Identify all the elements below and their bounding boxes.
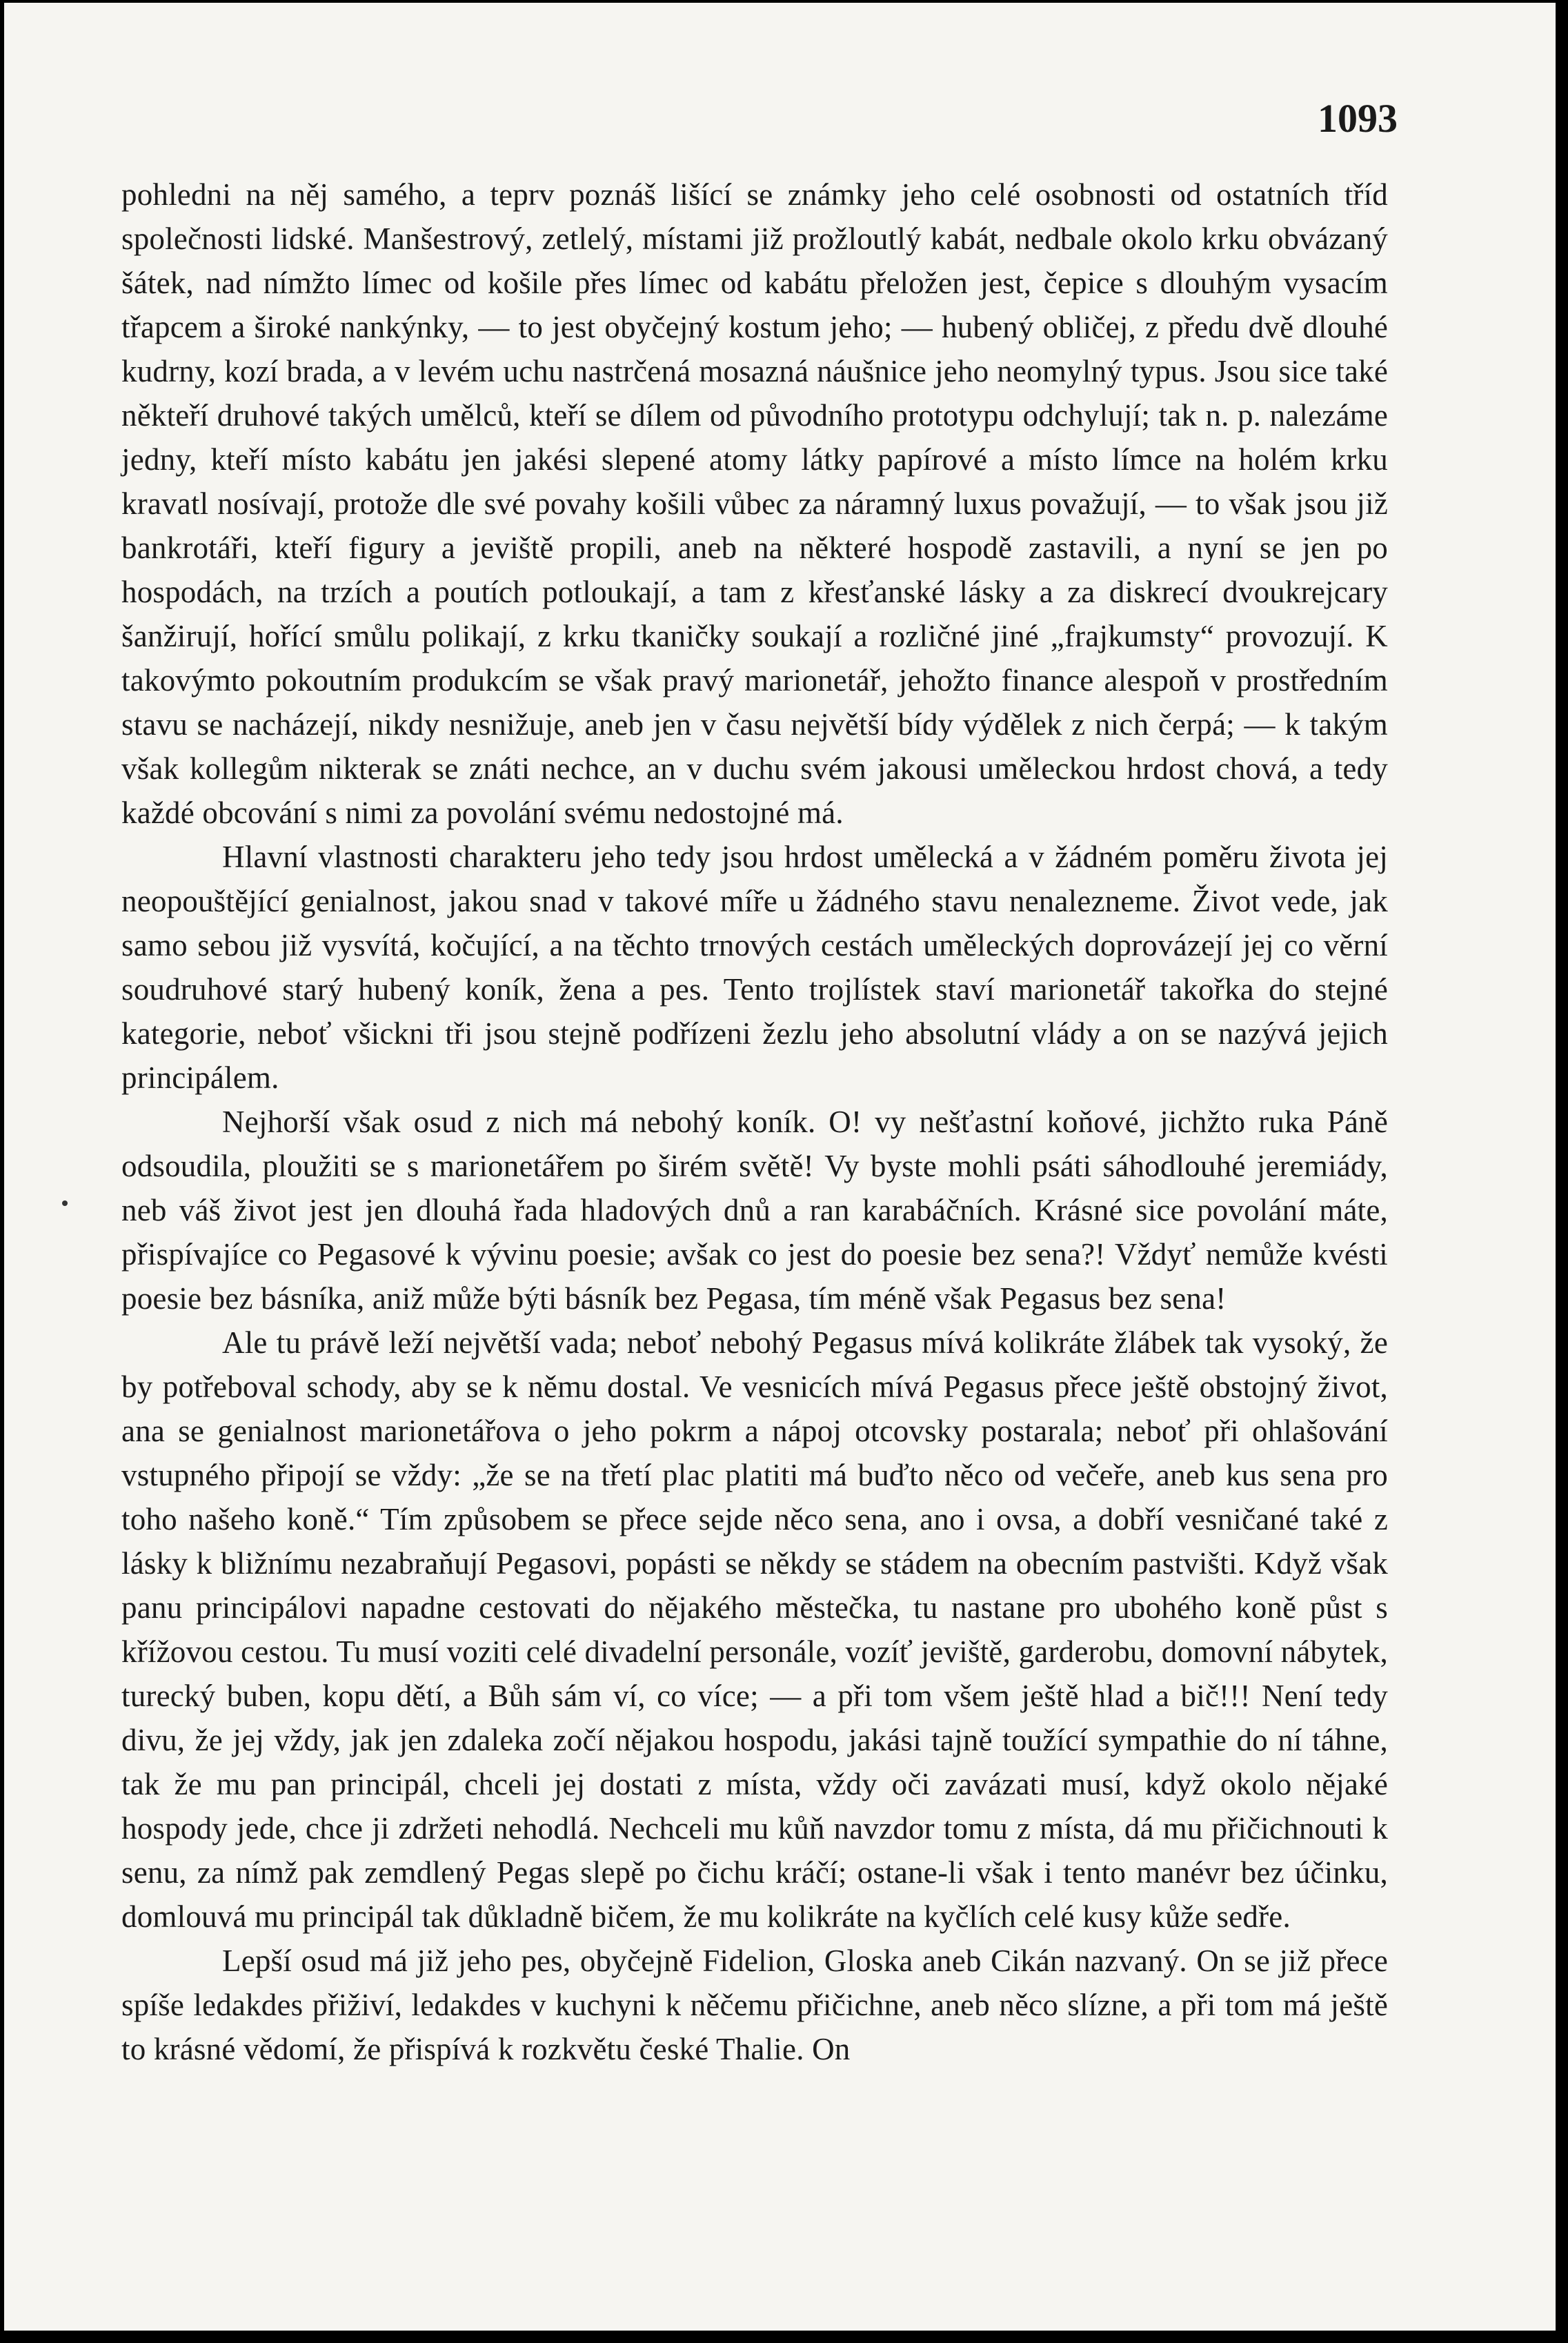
paragraph-4: Ale tu právě leží největší vada; neboť nebohý Pegasus mívá kolikráte žlábek tak vysoký, že by potřeboval schody, aby se k němu dostal. Ve vesnicích mívá Pegasus přece ještě obstojný život, ana se genialnost marionetářova o jeho pokrm a nápoj otcovsky postarala; neboť při ohlašování vstupného připojí se vždy: „že se na třetí plac platiti má buďto něco od večeře, aneb kus sena pro toho našeho koně.“ Tím způsobem se přece sejde něco sena, ano i ovsa, a dobří vesničané také z lásky k bližnímu nezabraňují Pegasovi, popásti se někdy se stádem na obecním pastvišti. Když však panu principálovi napadne cestovati do nějakého městečka, tu nastane pro ubohého koně půst s křížovou cestou. Tu musí voziti celé divadelní personále, vozíť jeviště, garderobu, domovní nábytek, turecký buben, kopu dětí, a Bůh sám ví, co více; — a při tom všem ještě hlad a bič!!! Není tedy divu, že jej vždy, jak jen zdaleka zočí nějakou hospodu, jakási tajně toužící sympathie do ní táhne, tak že mu pan principál, chceli jej dostati z místa, vždy oči zavázati musí, když okolo nějaké hospody jede, chce ji zdržeti nehodlá. Nechceli mu kůň navzdor tomu z místa, dá mu přičichnouti k senu, za nímž pak zemdlený Pegas slepě po čichu kráčí; ostane-li však i tento manévr bez účinku, domlouvá mu principál tak důkladně bičem, že mu kolikráte na kyčlích celé kusy kůže sedře.: [121, 1325, 1388, 1934]
body-text: [121, 172, 1388, 2071]
margin-speck: [62, 1200, 68, 1206]
paragraph-5: Lepší osud má již jeho pes, obyčejně Fidelion, Gloska aneb Cikán nazvaný. On se již přece spíše ledakdes přiživí, ledakdes v kuchyni k něčemu přičichne, aneb něco slízne, a při tom má ještě to krásné vědomí, že přispívá k rozkvětu české Thalie. On: [121, 1944, 1388, 2066]
book-page: [4, 3, 1556, 2331]
paragraph-2: Hlavní vlastnosti charakteru jeho tedy jsou hrdost umělecká a v žádném poměru života jej neopouštějící genialnost, jakou snad v takové míře u žádného stavu nenalezneme. Život vede, jak samo sebou již vysvítá, kočující, a na těchto trnových cestách uměleckých doprovázejí jej co věrní soudruhové starý hubený koník, žena a pes. Tento trojlístek staví marionetář takořka do stejné kategorie, neboť všickni tři jsou stejně podřízeni žezlu jeho absolutní vlády a on se nazývá jejich principálem.: [121, 840, 1388, 1095]
paragraph-1: pohledni na něj samého, a teprv poznáš lišící se známky jeho celé osobnosti od ostatních tříd společnosti lidské. Manšestrový, zetlelý, místami již prožloutlý kabát, nedbale okolo krku obvázaný šátek, nad nímžto límec od košile přes límec od kabátu přeložen jest, čepice s dlouhým vysacím třapcem a široké nankýnky, — to jest obyčejný kostum jeho; — hubený obličej, z předu dvě dlouhé kudrny, kozí brada, a v levém uchu nastrčená mosazná náušnice jeho neomylný typus. Jsou sice také někteří druhové takých umělců, kteří se dílem od původního prototypu odchylují; tak n. p. nalezáme jedny, kteří místo kabátu jen jakési slepené atomy látky papírové a místo límce na holém krku kravatl nosívají, protože dle své povahy košili vůbec za náramný luxus považují, — to však jsou již bankrotáři, kteří figury a jeviště propili, aneb na některé hospodě zastavili, a nyní se jen po hospodách, na trzích a poutích potloukají, a tam z křesťanské lásky a za diskrecí dvoukrejcary šanžirují, hořící smůlu polikají, z krku tkaničky soukají a rozličné jiné „frajkumsty“ provozují. K takovýmto pokoutním produkcím se však pravý marionetář, jehožto finance alespoň v prostředním stavu se nacházejí, nikdy nesnižuje, aneb jen v času největší bídy výdělek z nich čerpá; — k takým však kollegům nikterak se znáti nechce, an v duchu svém jakousi uměleckou hrdost chová, a tedy každé obcování s nimi za povolání svému nedostojné má.: [121, 177, 1388, 830]
paragraph-3: Nejhorší však osud z nich má nebohý koník. O! vy nešťastní koňové, jichžto ruka Páně odsoudila, ploužiti se s marionetářem po širém světě! Vy byste mohli psáti sáhodlouhé jeremiády, neb váš život jest jen dlouhá řada hladových dnů a ran karabáčních. Krásné sice povolání máte, přispívajíce co Pegasové k vývinu poesie; avšak co jest do poesie bez sena?! Vždyť nemůže kvésti poesie bez básníka, aniž může býti básník bez Pegasa, tím méně však Pegasus bez sena!: [121, 1105, 1388, 1316]
page-number: 1093: [1318, 96, 1398, 141]
